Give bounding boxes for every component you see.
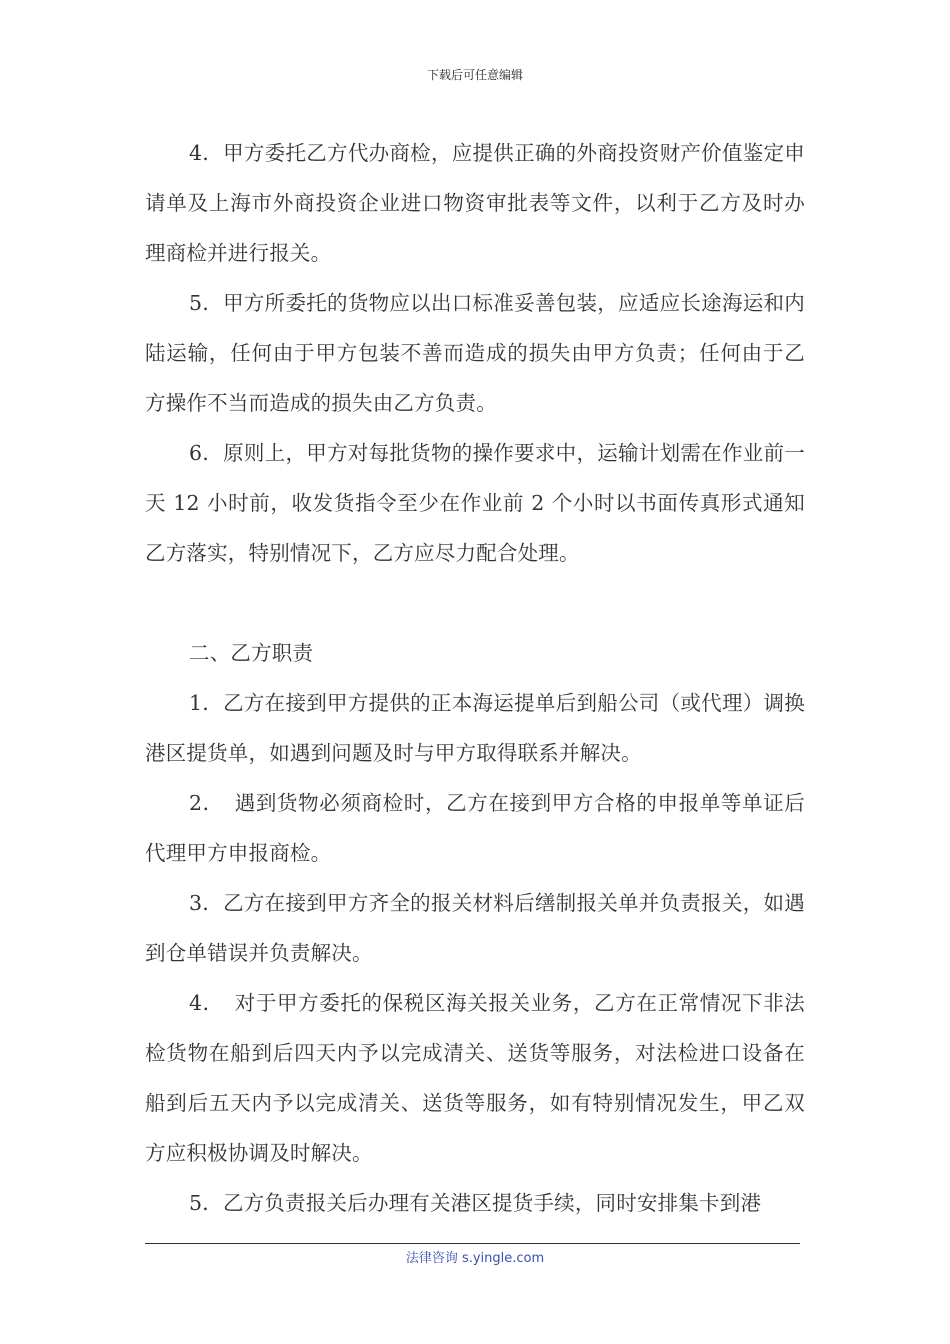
section-heading: 二、乙方职责 bbox=[189, 641, 314, 665]
clause-paragraph: 6．原则上，甲方对每批货物的操作要求中，运输计划需在作业前一天 12 小时前，收发货指令至少在作业前 2 个小时以书面传真形式通知乙方落实，特别情况下，乙方应尽力配合处理。 bbox=[145, 441, 805, 565]
clause-paragraph: 1．乙方在接到甲方提供的正本海运提单后到船公司（或代理）调换港区提货单，如遇到问题及时与甲方取得联系并解决。 bbox=[145, 691, 805, 765]
clause-paragraph: 4． 对于甲方委托的保税区海关报关业务，乙方在正常情况下非法检货物在船到后四天内予以完成清关、送货等服务，对法检进口设备在船到后五天内予以完成清关、送货等服务，如有特别情况发生，甲乙双方应积极协调及时解决。 bbox=[145, 991, 805, 1165]
clause-paragraph: 3．乙方在接到甲方齐全的报关材料后缮制报关单并负责报关，如遇到仓单错误并负责解决。 bbox=[145, 891, 805, 965]
clause-paragraph: 5．甲方所委托的货物应以出口标准妥善包装，应适应长途海运和内陆运输，任何由于甲方包装不善而造成的损失由甲方负责；任何由于乙方操作不当而造成的损失由乙方负责。 bbox=[145, 291, 805, 415]
footer-divider bbox=[145, 1243, 800, 1244]
document-body bbox=[145, 128, 805, 1228]
clause-paragraph: 5．乙方负责报关后办理有关港区提货手续，同时安排集卡到港 bbox=[189, 1191, 762, 1215]
clause-paragraph: 2． 遇到货物必须商检时，乙方在接到甲方合格的申报单等单证后代理甲方申报商检。 bbox=[145, 791, 805, 865]
footer-link[interactable]: 法律咨询 s.yingle.com bbox=[405, 1251, 545, 1266]
section-spacer bbox=[145, 578, 805, 628]
clause-paragraph: 4．甲方委托乙方代办商检，应提供正确的外商投资财产价值鉴定申请单及上海市外商投资企业进口物资审批表等文件，以利于乙方及时办理商检并进行报关。 bbox=[145, 141, 805, 265]
page-header: 下载后可任意编辑 bbox=[426, 68, 523, 82]
